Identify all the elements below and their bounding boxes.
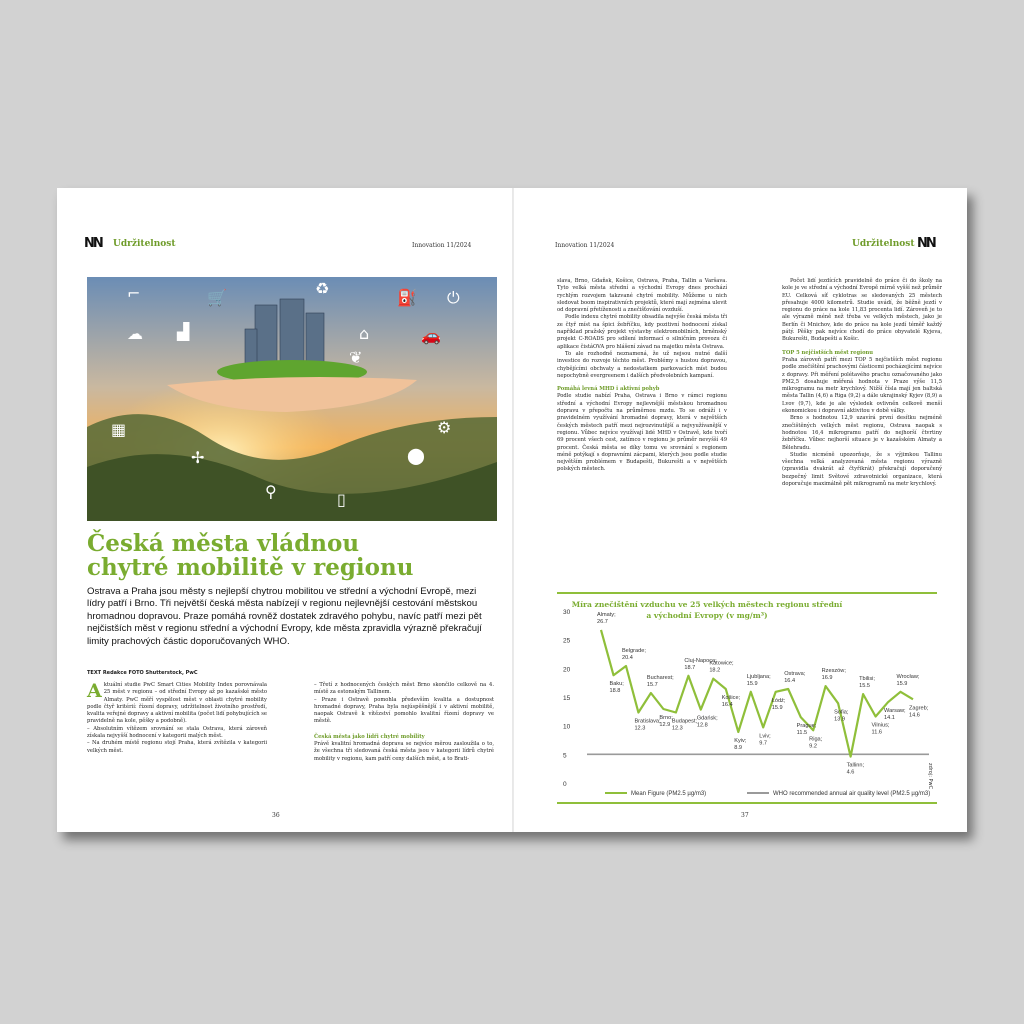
col2-paragraph: Právě kvalitní hromadná doprava se nejvíce měrou zasloužila o to, že všechna tři sledovaná česká města jsou v kategorii lídrů chytré mobility v regionu, kam patří ceny dalších měst, a to Brati- [314,741,494,762]
point-label-value: 16.9 [821,675,833,682]
eco-cart-icon: 🛒 [207,288,227,307]
point-label-city: Tbilisi; [859,676,875,683]
page-fold [512,188,514,832]
wind-turbine-icon: ✢ [191,448,205,467]
r-col1-paragraph: slava, Brno, Gdaňsk, Košice, Ostrava, Praha, Tallin a Varšava. Tyto velká města střední a východní Evropy dnes prochází rychlým rozvojem takzvané chytré mobility. Můžeme u nich sledovat boom inspirativních projektů, které mají zejména ulevit od dopravní přetíženosti a znečišťování ovzduší. [557,278,727,314]
r-col1-subhead: Pomáhá levná MHD i aktivní pohyb [557,386,660,393]
section-label-left: Udržitelnost [113,239,176,249]
point-label-value: 8.9 [734,744,743,751]
r-col2-paragraph: Studie nicméně upozorňuje, že s výjimkou Tallinu všechna velká analyzovaná města regionu výrazně (zpravidla dvakrát až čtyřikrát) překračují doporučený bezpečný limit Světové zdravotnické organizace, která doporučuje maximálně pět mikrogramů na metr krychlový. [782,451,942,488]
point-label-city: Budapest; [671,718,698,725]
point-label-city: Bucharest; [646,674,674,681]
point-label-city: Košice; [721,694,741,701]
y-tick-label: 0 [563,781,567,788]
article-lead: Ostrava a Praha jsou městy s nejlepší chytrou mobilitou ve střední a východní Evropě, mezi lídry patří i Brno. Tři největší česká města nabízejí v regionu nejlevnější cestování městskou hromadnou dopravou. Praze pomáhá rovněž dostatek zdravého pohybu, navíc patří mezi pět nejčistších měst v regionu střední a východní Evropy, kde města zpravidla výrazně překračují limity prachových částic doporučovaných WHO. [87,586,482,647]
point-label-city: Wrocław; [896,673,920,680]
point-label-value: 12.3 [671,725,683,732]
chart-source: zdroj: PwC [927,763,933,790]
y-tick-label: 20 [563,666,571,674]
point-label-value: 13.9 [834,716,846,723]
point-label-city: Brno; [659,715,673,722]
chart-title-line1: Míra znečištění vzduchu ve 25 velkých městech regionu střední [571,600,843,609]
point-label-city: Vilnius; [871,722,890,729]
point-label-value: 12.9 [659,722,671,729]
col2-bullet: – Třetí z hodnocených českých měst Brno skončilo celkově na 4. místě za estonským Tallinem. [314,682,494,696]
fuel-station-icon: ⛽ [397,288,417,307]
col2-bullet: – Praze i Ostravě pomohla především kvalita a dostupnost hromadné dopravy, Praha byla nejúspěšnější i v aktivní mobilitě, naopak Ostravě k vítězství pomohlo kvalitní řízení dopravy ve městě. [314,696,494,725]
water-tap-icon: ⌐ [127,284,141,303]
section-label-right: Udržitelnost [852,239,915,249]
point-label-city: Kyiv; [734,737,747,744]
point-label-city: Rzeszów; [821,668,846,675]
point-label-value: 12.8 [696,722,708,729]
air-pollution-chart [557,591,937,805]
point-label-value: 12.3 [634,725,646,732]
point-label-value: 14.6 [909,712,920,719]
chart-title-line2: a východní Evropy (v mg/m³) [646,611,768,620]
point-label-city: Sofia; [834,709,849,716]
point-label-value: 18.7 [684,664,696,671]
brand-logo-right: NN [917,236,935,251]
article-title-line2: chytré mobilitě v regionu [87,554,414,581]
power-icon: ⏻ [447,288,460,307]
bicycle-icon: ⚲ [265,482,277,501]
col1-bullet: – Absolutním vítězem srovnání se stala Ostrava, která zároveň získala nejvyšší hodnocení v kategorii malých měst. [87,725,267,740]
y-tick-label: 25 [563,637,571,645]
point-label-value: 15.9 [771,704,783,711]
point-label-city: Łódź; [771,697,786,704]
point-label-city: Belgrade; [621,648,646,655]
r-col2-paragraph: Brno s hodnotou 12,9 uzavírá první desítku nejméně znečištěných velkých měst regionu, Ostrava naopak s hodnotou 16,4 mikrogramu patří do nejhorší čtvrtiny žebříčku. Vůbec nejhorší situace je v kazašském Almaty a Bělehradu. [782,415,942,451]
col1-paragraph: ktuální studie PwC Smart Cities Mobility Index porovnávala 25 měst v regionu – od střední Evropy až po kazašské město Almaty. PwC měří vyspělost měst v oblasti chytré mobility podle čtyř kritérií: řízení dopravy, udržitelnost životního prostředí, kvalita veřejné dopravy a aktivní mobilita (počet lidí pohybujících se pravidelně na kole, pěšky a podobně). [87,682,267,725]
point-label-value: 11.5 [796,730,808,737]
point-label-city: Tallinn; [846,762,865,769]
page-number-left: 36 [272,812,280,819]
solar-panel-icon: ▦ [111,420,127,439]
point-label-value: 18.8 [609,688,621,695]
point-label-city: Ljubljana; [746,673,771,680]
point-label-value: 9.2 [809,743,817,750]
point-label-city: Katowice; [709,660,734,667]
r-col1-paragraph: Podle studie nabízí Praha, Ostrava i Brno v rámci regionu střední a východní Evropy nejlevnější městskou hromadnou dopravu v přepočtu na průměrnou mzdu. To se odráží i v pravidelném využívání hromadné dopravy, která v největších českých městech patří mezi nejrozvinutější a nejvyužívanější v regionu. Vůbec nejvíce využívají lidé MHD v Ostravě, kde tvoří 69 procent všech cest, zatímco v regionu je průměr nevyšší 49 procent. Česká města se díky tomu ve srovnání s regionem méně potýkají s dopravními zácpami, kterých jsou podle studie největším problémem v Budapešti, Bukurešti a v největších polských městech. [557,393,727,473]
point-label-city: Prague; [796,723,817,730]
chart-svg [557,591,937,805]
legend-who-label: WHO recommended annual air quality level (PM2.5 µg/m3) [773,791,931,797]
col2-subhead: Česká města jako lídři chytré mobility [314,733,425,740]
article-credit: TEXT Redakce FOTO Shutterstock, PwC [87,670,198,676]
point-label-city: Bratislava; [634,718,661,725]
point-label-city: Almaty; [597,611,616,618]
point-label-city: Warsaw; [884,708,906,715]
point-label-city: Zagreb; [909,705,929,712]
legend-mean-label: Mean Figure (PM2.5 µg/m3) [631,791,707,797]
factory-icon: ▟ [177,322,190,341]
r-col2-subhead: TOP 5 nejčistších měst regionu [782,349,874,356]
left-column-1 [87,682,267,755]
point-label-city: Riga; [809,736,823,743]
article-title-line1: Česká města vládnou [87,530,360,557]
mean-figure-line [601,630,913,757]
point-label-value: 15.7 [646,681,658,688]
hero-image [87,277,497,521]
left-column-2 [314,682,494,763]
r-col1-paragraph: Podle indexu chytré mobility obsadila nejvýše česká města tři ze čtyř míst na špici žebříčku, kdy pozitivní hodnocení získal například pražský projekt výstavby elektromobilních, brněnský projekt C-ROADS pro sdílení informací o silničním provozu či aplikace čistáOVA pro hlášení závad na majetku města Ostrava. [557,314,727,350]
point-label-value: 9.7 [759,740,768,747]
point-label-value: 15.9 [896,680,908,687]
issue-label-right: Innovation 11/2024 [555,242,615,249]
col1-bullet: – Na druhém místě regionu stojí Praha, která zvítězila v kategorii velkých měst. [87,740,267,754]
recycle-icon: ♻ [315,279,330,298]
y-tick-label: 30 [563,609,571,616]
r-col1-paragraph: To ale rozhodně neznamená, že už nejsou nutné další investice do rozvoje těchto měst. Problémy s hustou dopravou, chybějícími obchvaty a nedostatkem parkovacích míst budou nepochybně evergreenem i dalších předvolebních kampaní. [557,350,727,379]
house-icon: ⌂ [359,324,370,343]
drop-cap: A [87,680,102,702]
r-col2-paragraph: Praha zároveň patří mezi TOP 5 nejčistších měst regionu podle znečištění prachovými částicemi pocházejícími nejvíce z dopravy. Při měření polétavého prachu označovaného jako PM2,5 dosahuje měřená hodnota v Praze výše 11,5 mikrogramu na metr krychlový. Nižší čísla mají jen baltská města Tallin (4,6) a Riga (9,2) a dále ukrajinský Kyjev (8,9) a Lvov (9,7), kde je ale výsledek ovlivněn celkově menší ekonomickou i dopravní aktivitou v době války. [782,356,942,415]
y-tick-label: 10 [563,723,571,731]
point-label-value: 14.1 [884,715,895,722]
car-icon: 🚗 [421,326,441,345]
point-label-city: Lviv; [759,733,771,740]
point-label-value: 26.7 [597,618,608,625]
right-column-2 [782,278,942,488]
point-label-value: 18.2 [709,667,721,674]
gear-icon: ⚙ [437,418,452,437]
point-label-value: 11.6 [871,729,883,736]
magazine-spread [57,188,967,832]
point-label-value: 15.5 [859,683,870,690]
point-label-city: Cluj-Napoca; [684,657,717,664]
cloud-icon: ☁ [127,324,143,343]
point-label-value: 16.4 [721,701,733,708]
leaf-icon: ❦ [349,348,363,367]
issue-label-left: Innovation 11/2024 [412,242,472,249]
page-number-right: 37 [741,812,749,819]
brand-logo-left: NN [84,236,102,251]
y-tick-label: 15 [563,695,571,702]
right-column-1 [557,278,727,474]
point-label-city: Gdańsk; [696,715,718,722]
smartphone-icon: ▯ [337,490,346,509]
point-label-city: Ostrava; [784,670,806,677]
point-label-value: 4.6 [846,769,855,776]
point-label-value: 16.4 [784,677,796,684]
y-tick-label: 5 [563,752,567,760]
map-pin-icon: ⬤ [407,446,425,465]
point-label-value: 15.9 [746,680,758,687]
point-label-city: Baku; [609,681,624,688]
r-col2-paragraph: Počet lidí jezdících pravidelně do práce či do školy na kole je ve střední a východní Evropě mírně vyšší než průměr EU. Celková síť cyklotras se sledovaných 25 městech přesahuje 4000 kilometrů. Studie uvádí, že běžně jezdí v regionu do práce na kole 11,83 procenta lidí. Zároveň je to ale výrazně méně než třeba ve velkých městech, jako je Berlín či Mnichov, kde do práce na kole jezdí téměř každý pátý. Pěšky pak nejvíce chodí do práce obyvatelé Kyjeva, Bukurešti, Budapešti a Košic. [782,278,942,343]
point-label-value: 20.4 [621,655,633,662]
